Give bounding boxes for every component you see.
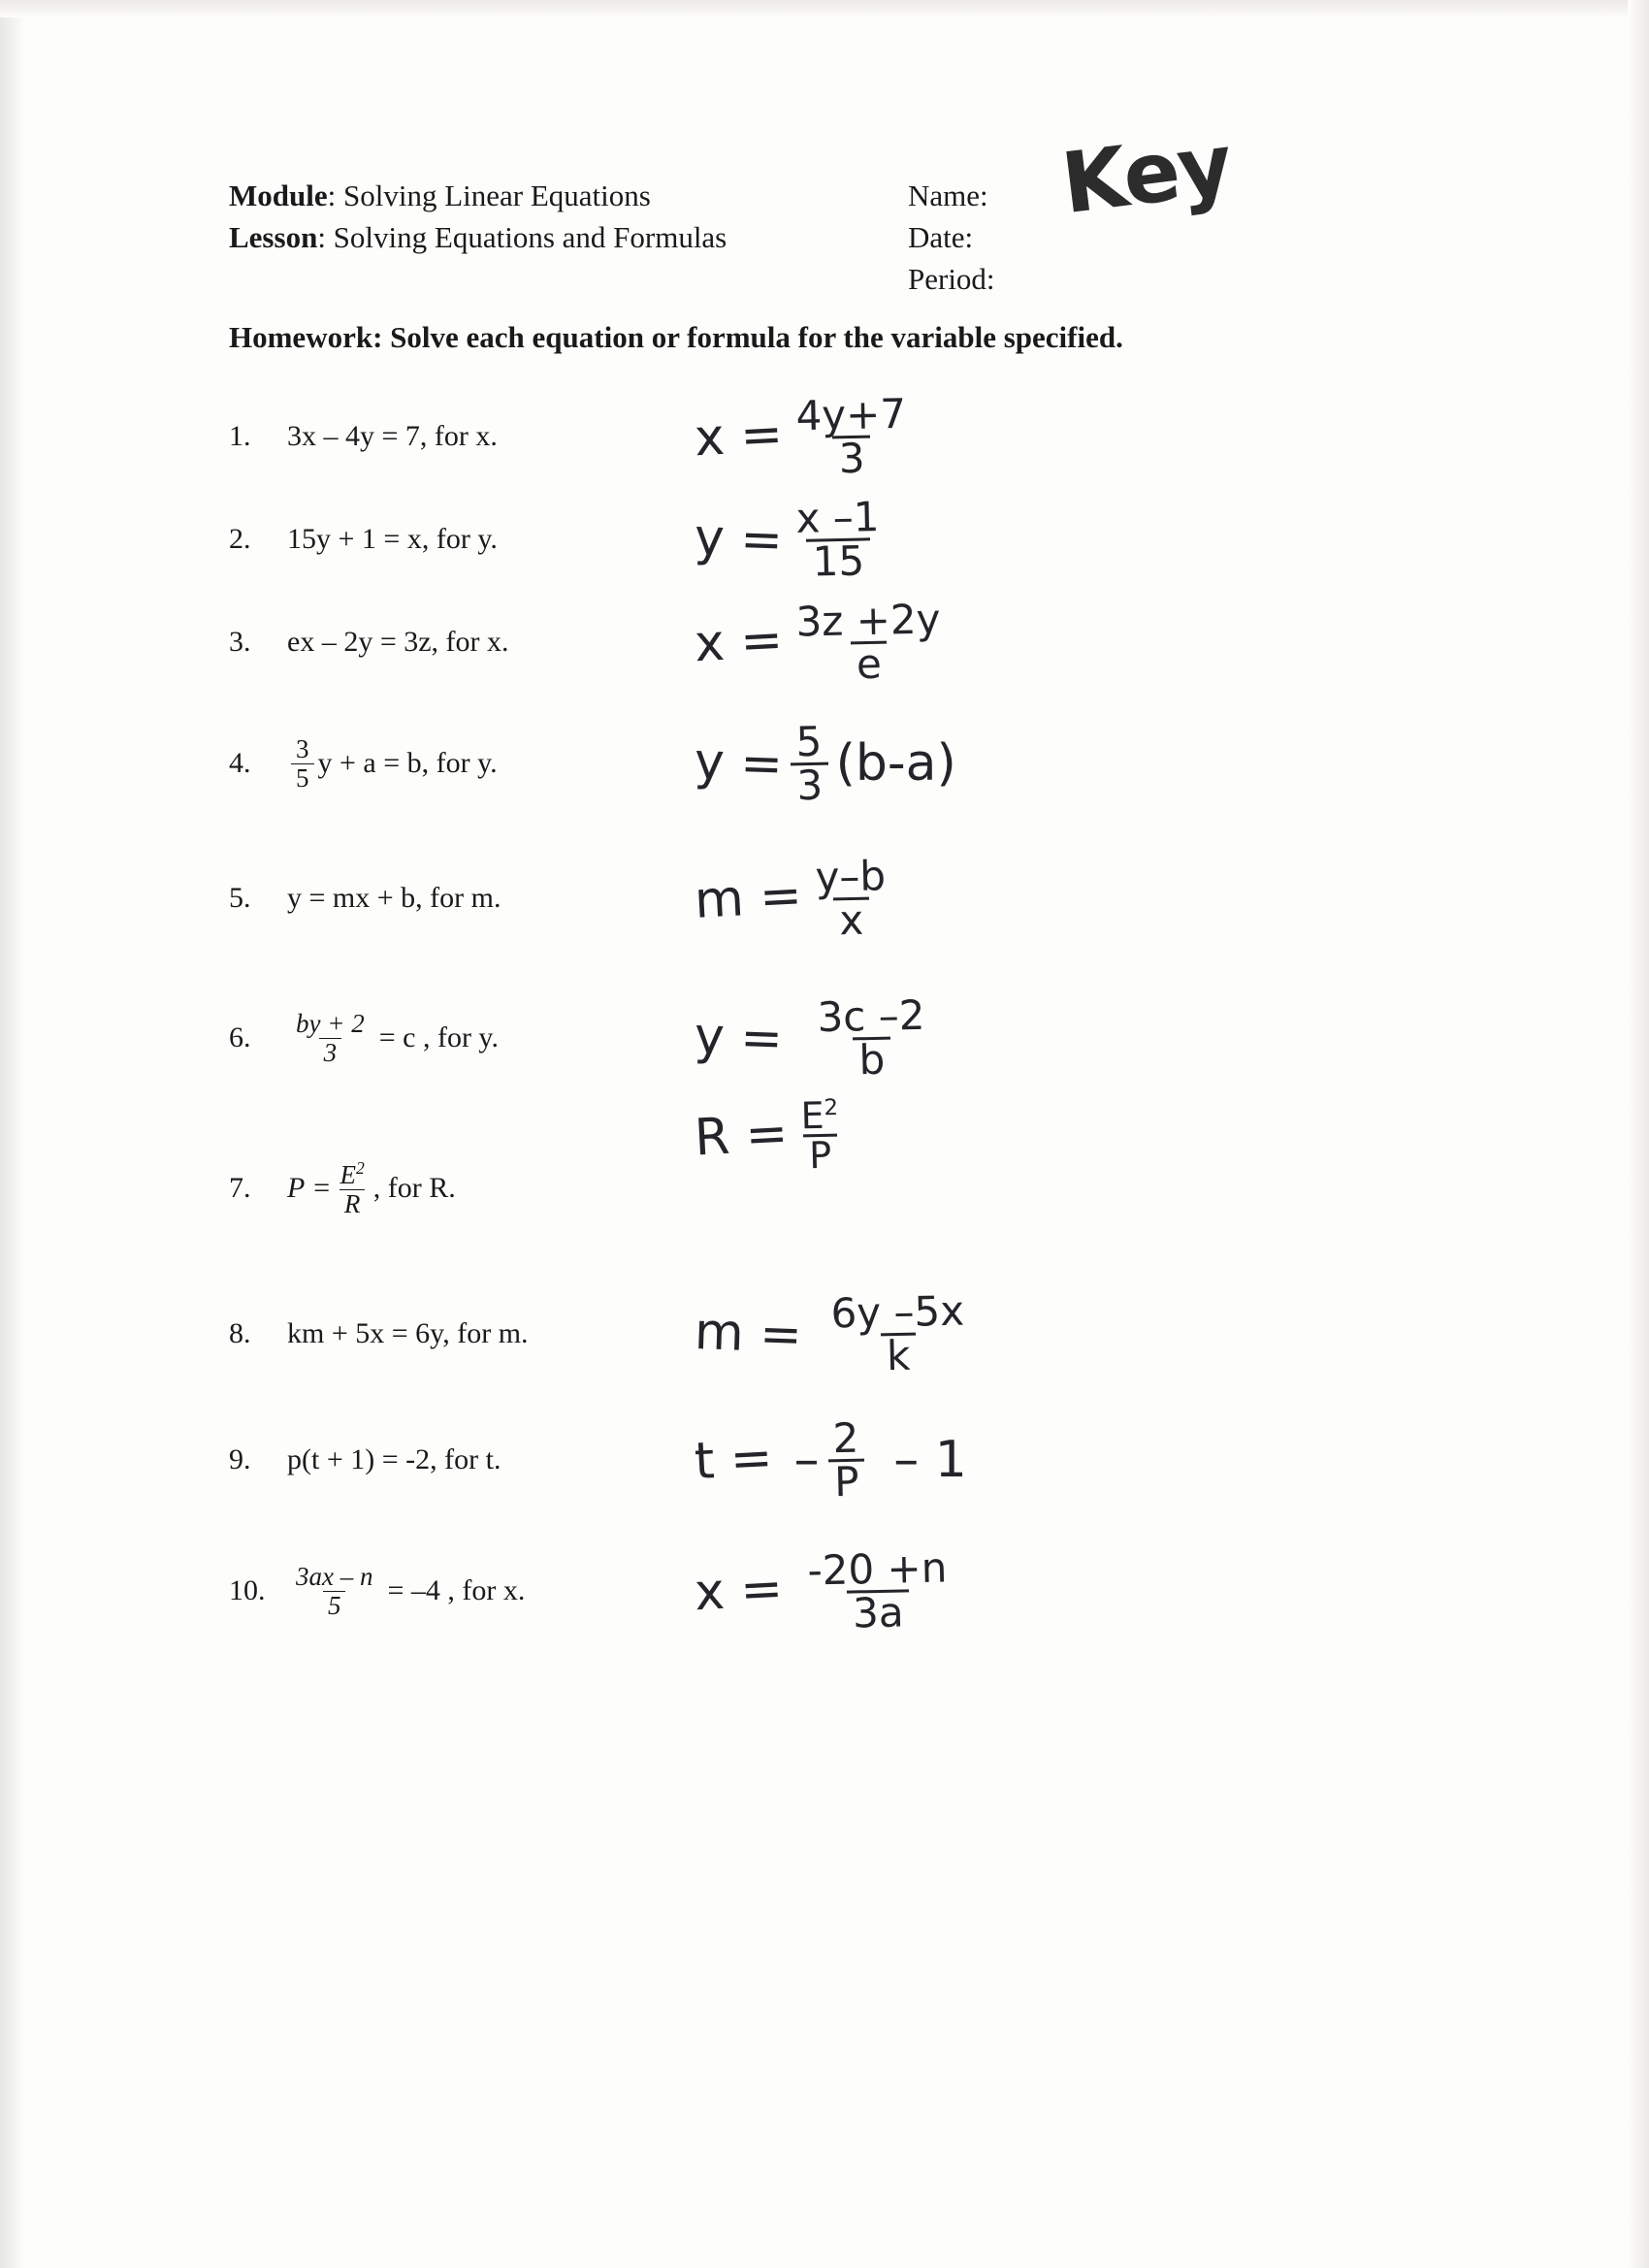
answer-variable: x = (693, 1559, 785, 1623)
answer-fraction (790, 492, 887, 586)
answer-numerator-exponent: 2 (824, 1094, 839, 1121)
problem-text-rest: , for R. (372, 1172, 456, 1204)
answer-variable: y = (693, 508, 784, 570)
handwritten-answer (693, 1543, 1471, 1637)
handwritten-answer (693, 851, 1471, 944)
handwritten-answer (693, 594, 1471, 688)
module-value: : Solving Linear Equations (327, 178, 651, 212)
header-row-3 (229, 258, 1354, 300)
lesson-value: : Solving Equations and Formulas (317, 220, 728, 254)
answer-variable: m = (693, 866, 804, 930)
problem-text: p(t + 1) = -2, for t. (287, 1443, 501, 1475)
header-row-2 (229, 216, 1354, 258)
header-spacer (229, 258, 908, 300)
period-label: Period: (908, 262, 995, 296)
answer-variable: R = (693, 1104, 790, 1167)
answer-denominator: 3 (791, 761, 829, 806)
problem-fraction (336, 1159, 370, 1217)
answer-fraction (826, 1413, 866, 1506)
handwritten-answer (693, 1413, 1471, 1506)
answer-variable: y = (693, 1007, 784, 1069)
problem-text: 15y + 1 = x, for y. (287, 523, 498, 555)
lesson-label: Lesson (229, 220, 318, 254)
problem-number: 9. (229, 1443, 251, 1475)
answer-numerator: 5 (794, 717, 823, 765)
problem-row (229, 696, 1471, 831)
problem-text (287, 735, 695, 792)
problem-fraction (291, 1010, 370, 1066)
handwritten-answer (693, 990, 1471, 1084)
answer-numerator: 2 (831, 1413, 859, 1462)
problem-row (229, 965, 1471, 1111)
lesson-line (229, 216, 908, 258)
problem-list (229, 383, 1471, 1664)
answer-denominator: P (803, 1134, 838, 1175)
problem-text-lead: P = (287, 1172, 332, 1204)
answer-numerator: x –1 (794, 492, 880, 542)
answer-fraction (824, 1286, 971, 1379)
answer-denominator: k (880, 1332, 916, 1377)
problem-numerator-base: E (340, 1160, 357, 1190)
answer-sign: – (793, 1431, 820, 1489)
problem-text: y = mx + b, for m. (287, 882, 501, 914)
answer-variable: y = (693, 732, 784, 794)
problem-text: ex – 2y = 3z, for x. (287, 626, 509, 658)
problem-denominator: R (340, 1189, 366, 1217)
answer-numerator-base: E (800, 1093, 825, 1138)
answer-denominator: 3 (832, 435, 871, 479)
problem-numerator: by + 2 (296, 1009, 365, 1039)
problem-text: km + 5x = 6y, for m. (287, 1317, 529, 1349)
instructions-text: Homework: Solve each equation or formula for the variable specified. (229, 320, 1123, 354)
problem-numerator: 3ax – n (296, 1562, 373, 1592)
problem-number: 2. (229, 523, 251, 555)
problem-number: 3. (229, 626, 251, 658)
problem-number: 1. (229, 420, 251, 452)
answer-denominator: 15 (806, 537, 870, 582)
problem-numerator: 3 (296, 734, 309, 764)
problem-denominator: 5 (323, 1591, 346, 1619)
problem-row (229, 1093, 1471, 1266)
problem-number: 6. (229, 1021, 251, 1053)
answer-denominator: e (850, 640, 888, 685)
problem-denominator: 3 (319, 1038, 342, 1066)
problem-text (287, 1159, 695, 1217)
problem-text: 3x – 4y = 7, for x. (287, 420, 498, 452)
handwritten-answer (693, 492, 1471, 586)
problem-numerator (336, 1159, 370, 1188)
answer-tail: (b-a) (835, 734, 956, 793)
problem-numerator-exponent: 2 (356, 1158, 365, 1179)
answer-fraction (794, 1093, 845, 1178)
answer-numerator (794, 1093, 844, 1138)
handwritten-answer (693, 389, 1471, 482)
handwritten-answer (693, 717, 1471, 809)
answer-fraction (790, 389, 913, 482)
problem-text (287, 1563, 695, 1619)
answer-denominator: P (827, 1458, 864, 1503)
answer-numerator: y–b (814, 851, 887, 901)
answer-variable: x = (693, 405, 785, 469)
answer-denominator: x (833, 896, 870, 941)
answer-numerator: 4y+7 (794, 389, 907, 439)
problem-row (229, 831, 1471, 965)
problem-fraction (291, 1563, 377, 1619)
answer-fraction (790, 717, 829, 809)
answer-fraction (811, 990, 932, 1084)
problem-number: 7. (229, 1172, 251, 1204)
answer-fraction (790, 594, 948, 688)
problem-number: 5. (229, 882, 251, 914)
problem-text-rest: = c , for y. (378, 1021, 499, 1053)
answer-numerator: 6y –5x (829, 1286, 965, 1337)
problem-number: 8. (229, 1317, 251, 1349)
handwritten-name-key: Key (1056, 115, 1236, 234)
answer-fraction (809, 851, 892, 944)
answer-fraction (801, 1543, 954, 1637)
problem-number: 10. (229, 1574, 266, 1606)
problem-number: 4. (229, 747, 251, 779)
problem-row (229, 490, 1471, 589)
problem-text-rest: = –4 , for x. (387, 1574, 526, 1606)
problem-text-rest: y + a = b, for y. (317, 747, 498, 779)
module-line (229, 175, 908, 216)
problem-fraction (291, 735, 314, 792)
answer-numerator: -20 +n (806, 1543, 948, 1595)
problem-row (229, 1266, 1471, 1402)
answer-denominator: b (853, 1036, 891, 1081)
problem-row (229, 1402, 1471, 1518)
answer-denominator: 3a (846, 1589, 909, 1634)
answer-variable: x = (693, 610, 785, 674)
answer-variable: t = (693, 1428, 775, 1492)
problem-row (229, 383, 1471, 490)
answer-numerator: 3z +2y (794, 594, 941, 646)
problem-denominator: 5 (291, 763, 314, 792)
handwritten-answer (693, 1093, 1471, 1178)
date-label: Date: (908, 220, 974, 254)
answer-variable: m = (693, 1303, 803, 1365)
answer-tail: – 1 (893, 1431, 967, 1489)
name-label: Name: (908, 178, 988, 212)
problem-text (287, 1010, 695, 1066)
problem-row (229, 589, 1471, 696)
answer-numerator: 3c –2 (816, 990, 925, 1041)
handwritten-answer (693, 1286, 1471, 1379)
module-label: Module (229, 178, 328, 212)
problem-row (229, 1518, 1471, 1664)
